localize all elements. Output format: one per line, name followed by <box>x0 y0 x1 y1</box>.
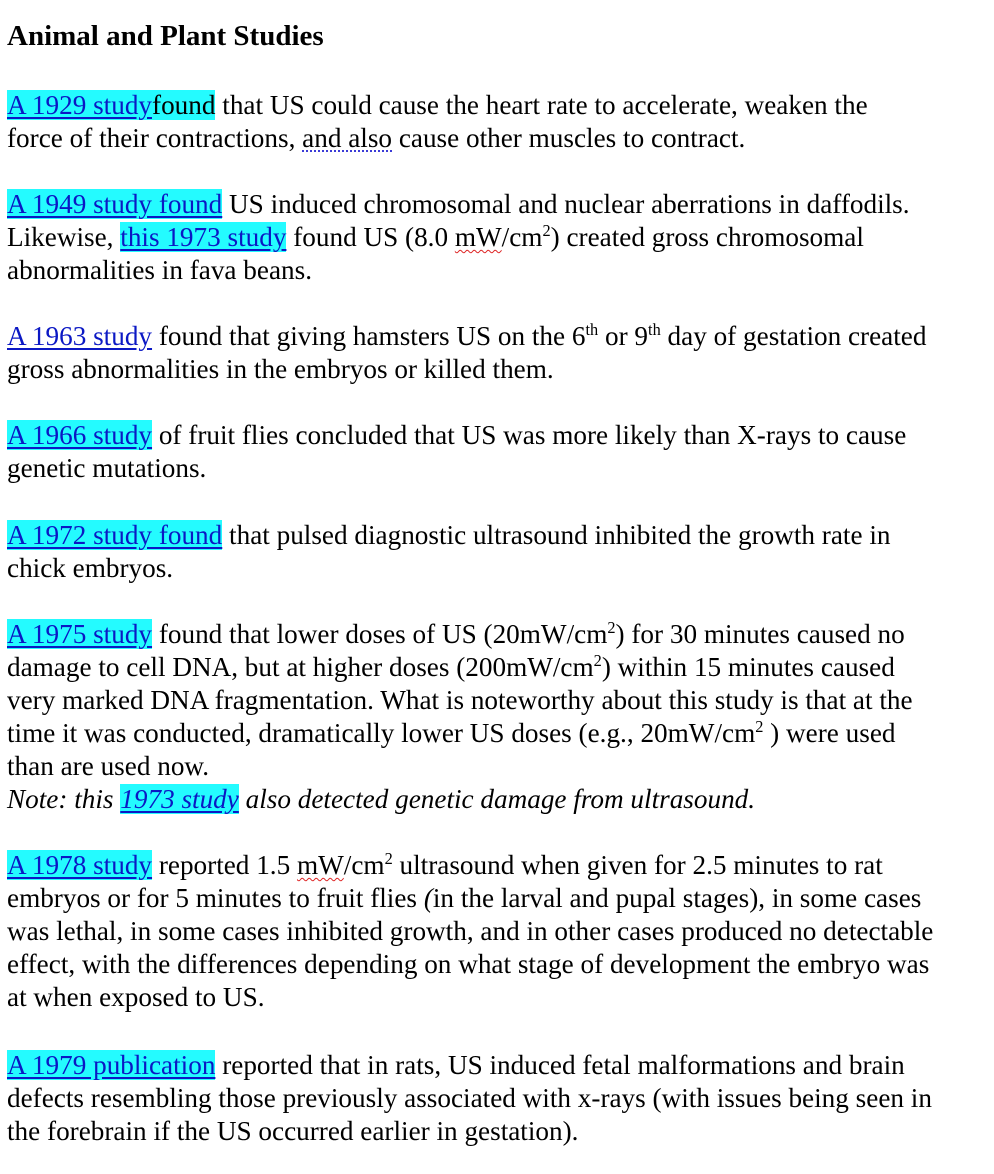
text: ) for 30 minutes caused no <box>615 619 905 649</box>
text: was lethal, in some cases inhibited growth, and in other cases produced no detectable <box>7 916 934 946</box>
link-1966-study[interactable]: A 1966 study <box>7 420 153 450</box>
text: US induced chromosomal and nuclear aberrations in daffodils. <box>222 189 910 219</box>
text: of fruit flies concluded that US was more likely than X-rays to cause <box>152 420 907 450</box>
superscript: 2 <box>607 617 616 637</box>
link-1979-publication[interactable]: A 1979 publication <box>7 1050 216 1080</box>
paragraph-1975 <box>7 618 989 816</box>
link-1975-study[interactable]: A 1975 study <box>7 619 153 649</box>
text: Note: this <box>7 784 121 814</box>
superscript: th <box>585 319 599 339</box>
superscript: 2 <box>755 716 764 736</box>
text: ) within 15 minutes caused <box>601 652 895 682</box>
text: defects resembling those previously associated with x-rays (with issues being seen in <box>7 1083 932 1113</box>
link-1929-study[interactable]: A 1929 study <box>7 90 153 120</box>
highlight-found: found <box>152 90 216 120</box>
text: that pulsed diagnostic ultrasound inhibited the growth rate in <box>222 520 891 550</box>
link-1978-study[interactable]: A 1978 study <box>7 850 153 880</box>
text: at when exposed to US. <box>7 982 265 1012</box>
text: /cm <box>343 850 385 880</box>
text: gross abnormalities in the embryos or killed them. <box>7 354 554 384</box>
grammar-suggestion[interactable]: and also <box>302 123 393 153</box>
paragraph-1979 <box>7 1049 989 1148</box>
link-1973-study[interactable]: this 1973 study <box>120 222 287 252</box>
text: very marked DNA fragmentation. What is noteworthy about this study is that at the <box>7 685 913 715</box>
note <box>7 784 755 814</box>
text: found US (8.0 <box>286 222 455 252</box>
text: ( <box>423 883 433 913</box>
link-1972-study[interactable]: A 1972 study found <box>7 520 223 550</box>
paragraph-1972 <box>7 519 989 585</box>
text: reported that in rats, US induced fetal malformations and brain <box>215 1050 905 1080</box>
paragraph-1963 <box>7 320 989 386</box>
text: in the larval and pupal stages), in some cases <box>432 883 922 913</box>
text: effect, with the differences depending on what stage of development the embryo was <box>7 949 930 979</box>
text: the forebrain if the US occurred earlier in gestation). <box>7 1116 579 1146</box>
text: /cm <box>501 222 543 252</box>
text: or 9 <box>598 321 649 351</box>
text: force of their contractions, <box>7 123 303 153</box>
superscript: 2 <box>593 650 602 670</box>
text: than are used now. <box>7 751 210 781</box>
text: cause other muscles to contract. <box>392 123 746 153</box>
paragraph-1929 <box>7 89 989 155</box>
text: chick embryos. <box>7 553 174 583</box>
text: that US could cause the heart rate to accelerate, weaken the <box>215 90 868 120</box>
superscript: th <box>648 319 661 339</box>
spelling-suggestion[interactable]: mW <box>454 222 502 252</box>
paragraph-1978 <box>7 849 989 1014</box>
text: found that giving hamsters US on the 6 <box>152 321 586 351</box>
text: also detected genetic damage from ultrasound. <box>238 784 756 814</box>
superscript: 2 <box>542 220 551 240</box>
link-1963-study[interactable]: A 1963 study <box>7 321 153 351</box>
text: time it was conducted, dramatically lower US doses (e.g., 20mW/cm <box>7 718 756 748</box>
paragraph-1949 <box>7 188 989 287</box>
text: Likewise, <box>7 222 121 252</box>
spelling-suggestion[interactable]: mW <box>296 850 344 880</box>
text: ) created gross chromosomal <box>550 222 864 252</box>
section-heading: Animal and Plant Studies <box>7 20 324 52</box>
text: reported 1.5 <box>152 850 297 880</box>
text: ultrasound when given for 2.5 minutes to rat <box>392 850 883 880</box>
text: day of gestation created <box>660 321 927 351</box>
text: abnormalities in fava beans. <box>7 255 312 285</box>
text: genetic mutations. <box>7 453 207 483</box>
link-note-1973-study[interactable]: 1973 study <box>120 784 239 814</box>
link-1949-study[interactable]: A 1949 study found <box>7 189 223 219</box>
text: found that lower doses of US (20mW/cm <box>152 619 608 649</box>
text: ) were used <box>763 718 896 748</box>
text: embryos or for 5 minutes to fruit flies <box>7 883 424 913</box>
paragraph-1966 <box>7 419 989 485</box>
text: damage to cell DNA, but at higher doses (200mW/cm <box>7 652 594 682</box>
superscript: 2 <box>384 848 393 868</box>
